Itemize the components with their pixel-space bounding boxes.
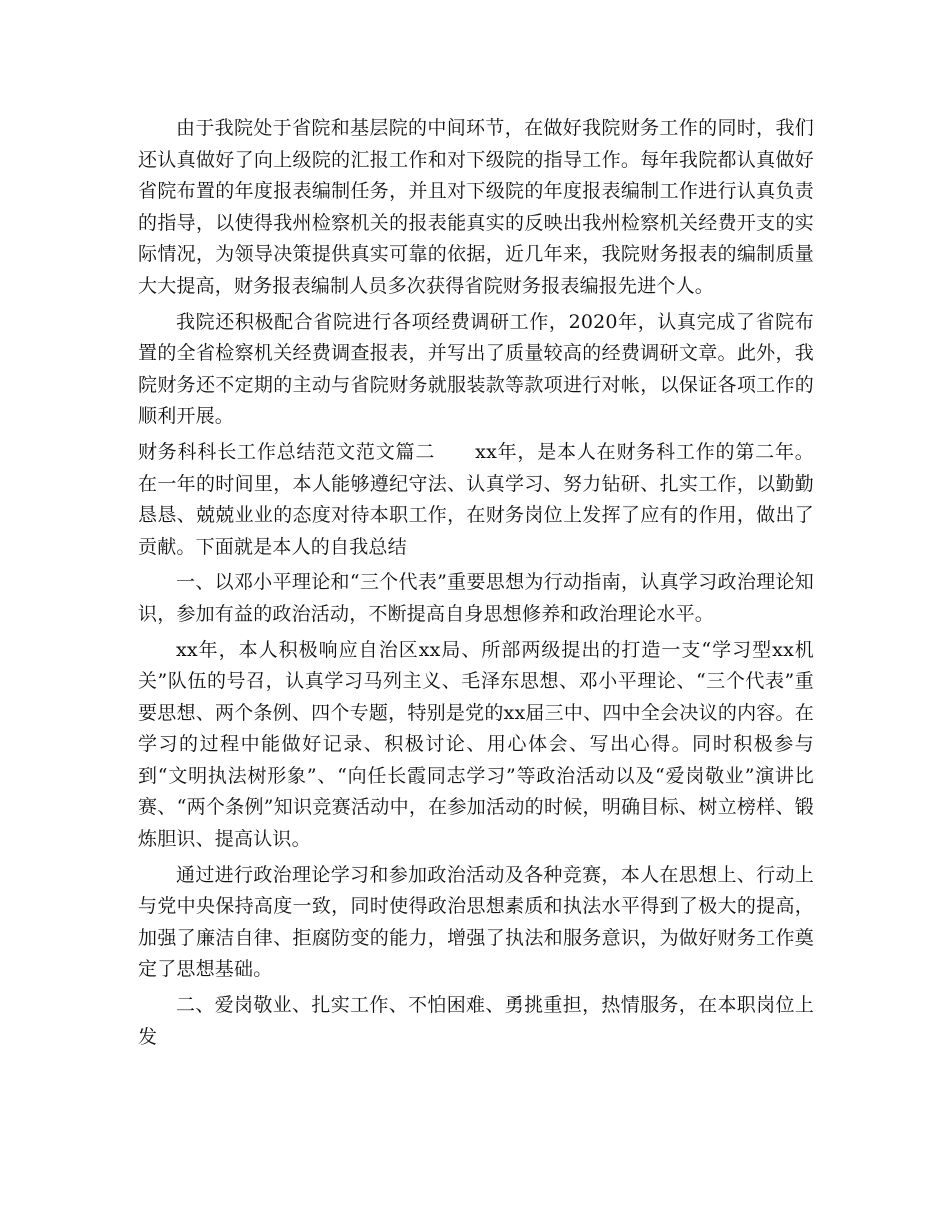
- paragraph-4: 一、以邓小平理论和“三个代表”重要思想为行动指南，认真学习政治理论知识，参加有益的政治活动，不断提高自身思想修养和政治理论水平。: [138, 571, 814, 625]
- paragraph-5: xx年，本人积极响应自治区xx局、所部两级提出的打造一支“学习型xx机关”队伍的号召，认真学习马列主义、毛泽东思想、邓小平理论、“三个代表”重要思想、两个条例、四个专题，特别是党的xx届三中、四中全会决议的内容。在学习的过程中能做好记录、积极讨论、用心体会、写出心得。同时积极参与到“文明执法树形象”、“向任长霞同志学习”等政治活动以及“爱岗敬业”演讲比赛、“两个条例”知识竞赛活动中，在参加活动的时候，明确目标、树立榜样、锻炼胆识、提高认识。: [138, 638, 814, 851]
- paragraph-1: 由于我院处于省院和基层院的中间环节，在做好我院财务工作的同时，我们还认真做好了向上级院的汇报工作和对下级院的指导工作。每年我院都认真做好省院布置的年度报表编制任务，并且对下级院的年度报表编制工作进行认真负责的指导，以使得我州检察机关的报表能真实的反映出我州检察机关经费开支的实际情况，为领导决策提供真实可靠的依据，近几年来，我院财务报表的编制质量大大提高，财务报表编制人员多次获得省院财务报表编报先进个人。: [138, 117, 814, 297]
- paragraph-3: [138, 437, 814, 563]
- paragraph-7: 二、爱岗敬业、扎实工作、不怕困难、勇挑重担，热情服务，在本职岗位上发: [138, 994, 814, 1048]
- document-body: [138, 113, 814, 1057]
- section-heading: 财务科科长工作总结范文范文篇二: [138, 440, 436, 463]
- paragraph-6: 通过进行政治理论学习和参加政治活动及各种竞赛，本人在思想上、行动上与党中央保持高度一致，同时使得政治思想素质和执法水平得到了极大的提高，加强了廉洁自律、拒腐防变的能力，增强了执法和服务意识，为做好财务工作奠定了思想基础。: [138, 863, 814, 981]
- paragraph-3-text: xx年，是本人在财务科工作的第二年。在一年的时间里，本人能够遵纪守法、认真学习、努力钻研、扎实工作，以勤勤恳恳、兢兢业业的态度对待本职工作，在财务岗位上发挥了应有的作用，做出了贡献。下面就是本人的自我总结: [138, 440, 814, 558]
- paragraph-2: 我院还积极配合省院进行各项经费调研工作，2020年，认真完成了省院布置的全省检察机关经费调查报表，并写出了质量较高的经费调研文章。此外，我院财务还不定期的主动与省院财务就服装款等款项进行对帐，以保证各项工作的顺利开展。: [138, 310, 814, 428]
